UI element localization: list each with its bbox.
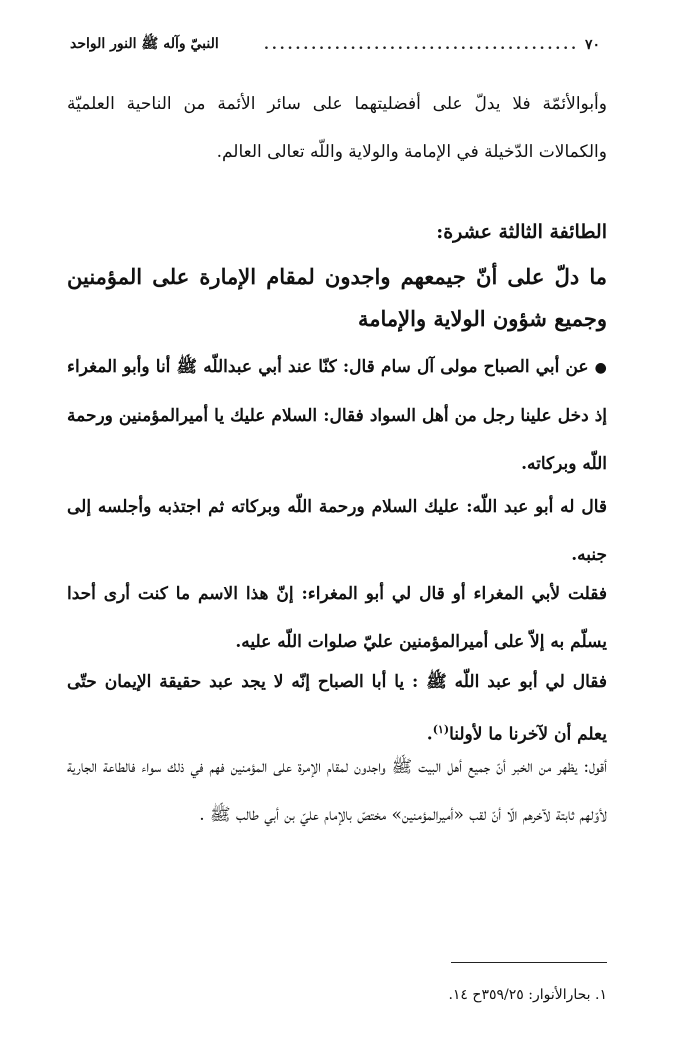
- paragraph-answer: فقال لي أبو عبد اللّه ﷺ : يا أبا الصباح إنّه لا يجد عبد حقيقة الإيمان حتّى يعلم أن لآخرنا ما لأولنا$^{(١)}$.: [67, 672, 607, 745]
- footnote-divider: [451, 962, 607, 963]
- header-leader-dots: ........................................: [263, 37, 579, 53]
- page-number: ٧٠: [584, 37, 600, 53]
- paragraph-reply: قال له أبو عبد اللّه: عليك السلام ورحمة اللّه وبركاته ثم اجتذبه وأجلسه إلى جنبه.: [67, 497, 607, 565]
- paragraph-narration: ●عن أبي الصباح مولى آل سام قال: كنّا عند أبي عبداللّه ﷺ أنا وأبو المغراء إذ دخل علينا رجل من أهل السواد فقال: السلام عليك يا أميرالمؤمنين ورحمة اللّه وبركاته.: [67, 357, 608, 474]
- section-title: ما دلّ على أنّ جيمعهم واجدون لمقام الإمارة على المؤمنين وجميع شؤون الولاية والإمامة: [67, 264, 607, 331]
- footnote: ١. بحارالأنوار: ٣٥٩/٢٥ح ١٤.: [448, 987, 607, 1003]
- footnote-reference[interactable]: (١): [432, 723, 450, 736]
- paragraph-intro: وأبوالأئمّة فلا يدلّ على أفضليتهما على سائر الأئمة من الناحية العلميّة والكمالات الدّخيلة في الإمامة والولاية واللّه تعالى العالم.: [67, 94, 607, 162]
- bullet-icon: ●: [594, 360, 608, 376]
- paragraph-question: فقلت لأبي المغراء أو قال لي أبو المغراء: إنّ هذا الاسم ما كنت أرى أحدا يسلّم به إلاّ على أميرالمؤمنين عليّ صلوات اللّه عليه.: [67, 584, 607, 652]
- running-title: النبيّ وآله ﷺ النور الواحد: [70, 36, 219, 52]
- section-heading: الطائفة الثالثة عشرة:: [436, 221, 607, 243]
- paragraph-commentary: أقول: يظهر من الخبر أنّ جميع أهل البيت ﷺ واجدون لمقام الإمرة على المؤمنين فهم في ذلك سواء فالطاعة الجارية لأوّلهم ثابتة لآخرهم الّا أنّ لقب «أميرالمؤمنين» مختصّ بالإمام عليّ بن أبي طالب ﷺ .: [67, 757, 607, 825]
- page-header: [70, 30, 600, 60]
